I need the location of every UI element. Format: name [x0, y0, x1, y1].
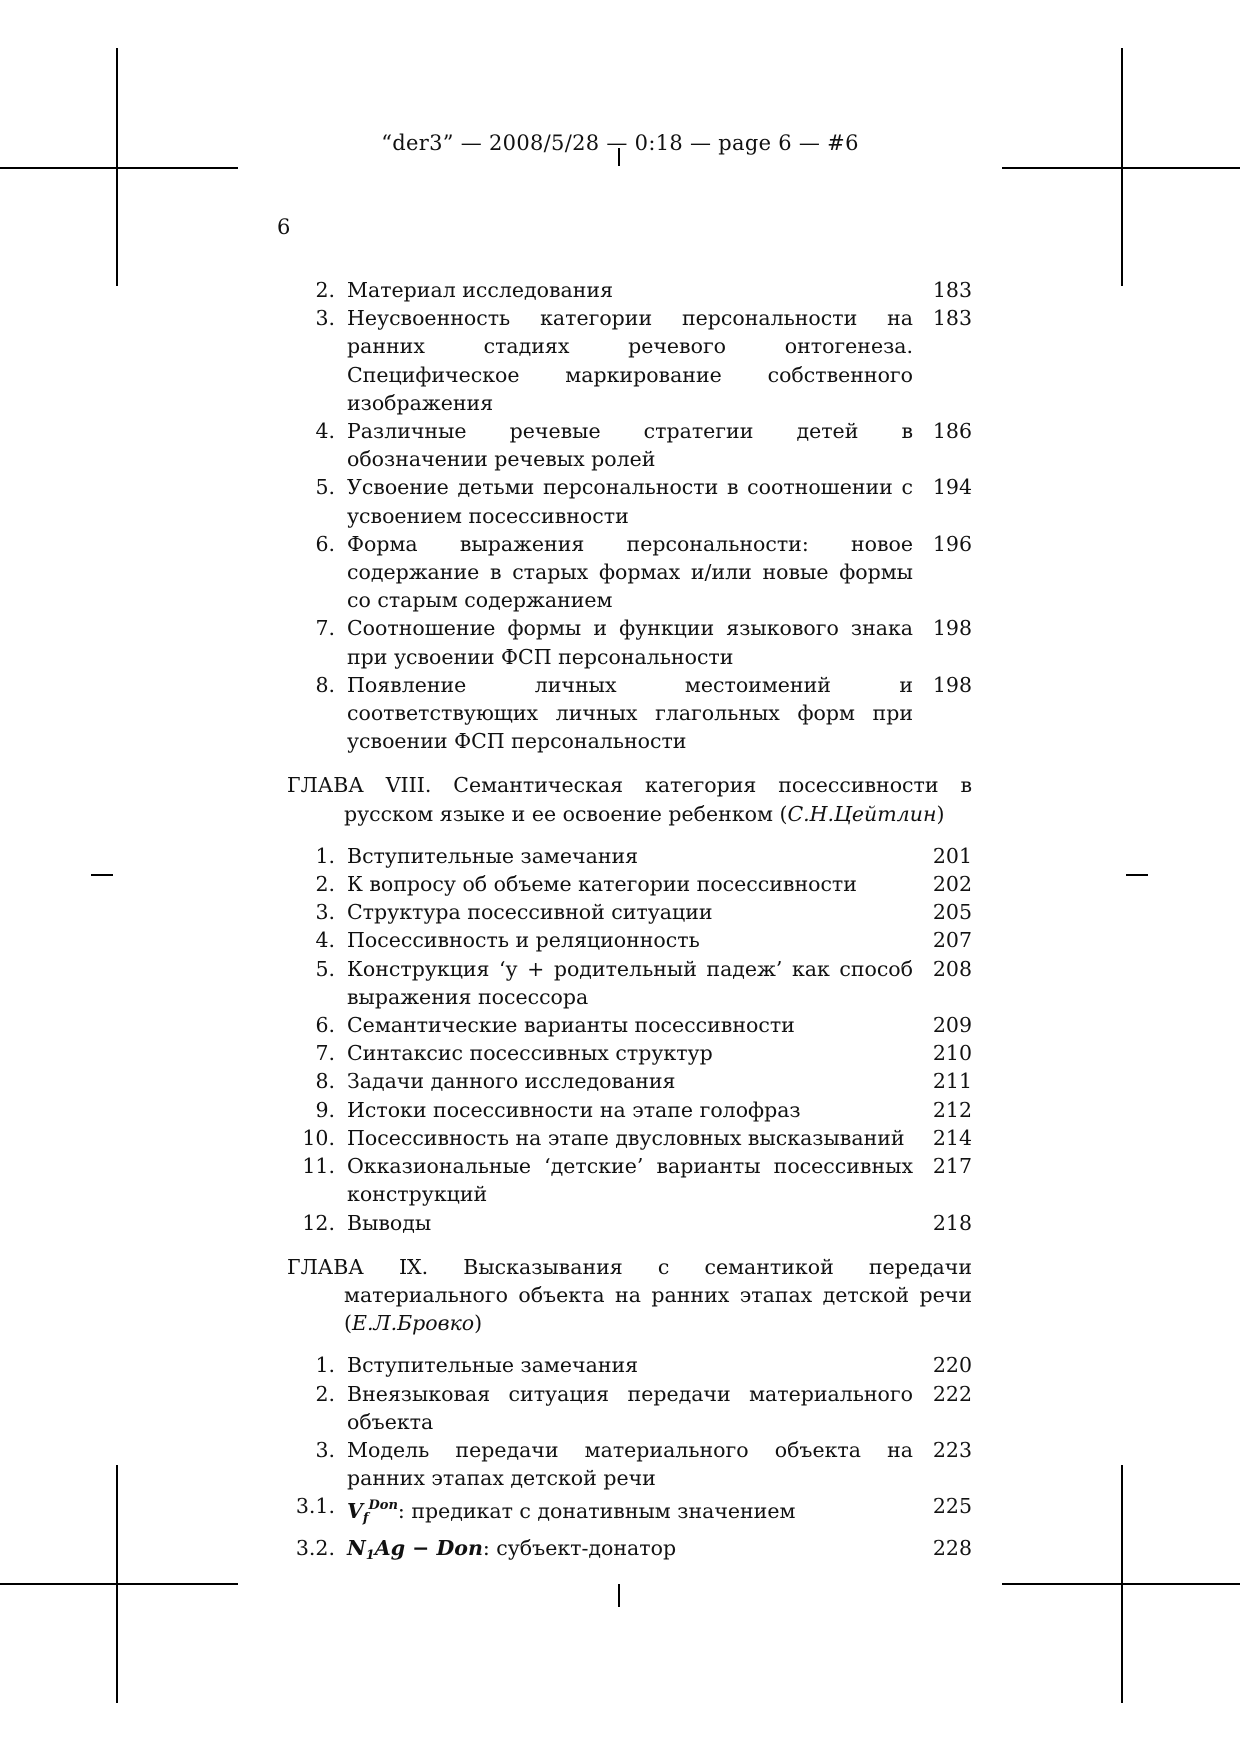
toc-entry	[287, 1534, 972, 1570]
crop-mark	[618, 1584, 620, 1607]
entry-page: 222	[932, 1381, 972, 1406]
running-header: “der3” — 2008/5/28 — 0:18 — page 6 — #6	[381, 131, 859, 155]
entry-title: Семантические варианты посессивности	[347, 1013, 795, 1038]
entry-page: 194	[932, 475, 972, 500]
entry-page: 208	[932, 956, 972, 981]
toc-entry	[287, 1067, 972, 1095]
entry-title: Вступительные замечания	[347, 1353, 639, 1378]
entry-number: 4.	[315, 928, 335, 953]
crop-mark	[91, 874, 113, 876]
entry-number: 3.2.	[295, 1535, 335, 1560]
crop-mark	[0, 1583, 238, 1585]
crop-mark	[1126, 874, 1148, 876]
chapter-author: Е.Л.Бровко	[352, 1311, 475, 1336]
entry-title: Неусвоенность категории персональности на ранних стадиях речевого онтогенеза. Специфическое маркирование собственного изображения	[347, 306, 913, 415]
toc-entry	[287, 614, 972, 670]
page-number: 6	[277, 215, 291, 239]
entry-number: 4.	[315, 419, 335, 444]
entry-page: 220	[932, 1353, 972, 1378]
entry-number: 8.	[315, 672, 335, 697]
entry-page: 212	[932, 1097, 972, 1122]
toc-entry	[287, 898, 972, 926]
chapter-author: С.Н.Цейтлин	[787, 801, 937, 826]
toc-entry	[287, 473, 972, 529]
crop-mark	[0, 167, 238, 169]
toc-entry	[287, 1436, 972, 1492]
chapter-title: ГЛАВА VIII. Семантическая категория посессивности в русском языке и ее освоение ребенком	[287, 773, 972, 826]
toc-entry	[287, 1492, 972, 1533]
entry-number: 11.	[302, 1154, 335, 1179]
toc-entry	[287, 1096, 972, 1124]
math-formula: $N_1Ag$ − Don	[347, 1535, 483, 1563]
crop-mark	[1002, 1583, 1240, 1585]
toc-entry	[287, 671, 972, 756]
entry-page: 217	[932, 1154, 972, 1179]
toc-entry	[287, 1039, 972, 1067]
entry-number: 1.	[315, 843, 335, 868]
entry-title: К вопросу об объеме категории посессивности	[347, 872, 857, 897]
entry-title: $N_1Ag$ − Don: субъект-донатор	[347, 1535, 677, 1563]
entry-page: 210	[932, 1041, 972, 1066]
entry-title: Истоки посессивности на этапе голофраз	[347, 1097, 801, 1122]
entry-title: Соотношение формы и функции языкового знака при усвоении ФСП персональности	[347, 616, 913, 669]
toc-entry	[287, 276, 972, 304]
entry-title: Выводы	[347, 1210, 432, 1235]
entry-title: Структура посессивной ситуации	[347, 900, 713, 925]
entry-number: 6.	[315, 1013, 335, 1038]
toc-entry	[287, 417, 972, 473]
toc-entry	[287, 1380, 972, 1436]
entry-page: 225	[932, 1494, 972, 1519]
entry-number: 10.	[302, 1125, 335, 1150]
crop-mark	[1002, 167, 1240, 169]
entry-page: 211	[932, 1069, 972, 1094]
entry-title: Форма выражения персональности: новое содержание в старых формах и/или новые формы со старым содержанием	[347, 531, 913, 613]
entry-number: 7.	[315, 1041, 335, 1066]
entry-title: $V_f^{Don}$: предикат с донативным значением	[347, 1498, 796, 1527]
chapter-heading: ГЛАВА VIII. Семантическая категория посессивности в русском языке и ее освоение ребенком (С.Н.Цейтлин)	[287, 773, 972, 826]
entry-page: 228	[932, 1535, 972, 1560]
entry-title: Посессивность и реляционность	[347, 928, 700, 953]
chapter-title: ГЛАВА IX. Высказывания с семантикой передачи материального объекта на ранних этапах детской речи	[287, 1254, 972, 1307]
entry-page: 214	[932, 1125, 972, 1150]
entry-page: 207	[932, 928, 972, 953]
entry-number: 2.	[315, 872, 335, 897]
entry-title: Задачи данного исследования	[347, 1069, 676, 1094]
entry-number: 5.	[315, 956, 335, 981]
entry-number: 1.	[315, 1353, 335, 1378]
entry-page: 196	[932, 531, 972, 556]
toc-entry	[287, 1209, 972, 1237]
toc-entry	[287, 955, 972, 1011]
toc-entry	[287, 1011, 972, 1039]
entry-title: Синтаксис посессивных структур	[347, 1041, 713, 1066]
toc-entry	[287, 1152, 972, 1208]
chapter-heading: ГЛАВА IX. Высказывания с семантикой передачи материального объекта на ранних этапах детской речи (Е.Л.Бровко)	[287, 1254, 972, 1336]
entry-number: 12.	[302, 1210, 335, 1235]
entry-title: Внеязыковая ситуация передачи материального объекта	[347, 1381, 913, 1434]
entry-page: 183	[932, 278, 972, 302]
entry-page: 218	[932, 1210, 972, 1235]
entry-number: 6.	[315, 531, 335, 556]
entry-page: 198	[932, 672, 972, 697]
entry-number: 3.	[315, 900, 335, 925]
entry-number: 3.	[315, 1437, 335, 1462]
entry-title: Модель передачи материального объекта на ранних этапах детской речи	[347, 1437, 913, 1491]
entry-number: 3.1.	[295, 1494, 335, 1519]
table-of-contents	[287, 276, 972, 1570]
entry-page: 202	[932, 872, 972, 897]
entry-title: Конструкция ‘у + родительный падеж’ как способ выражения посессора	[347, 956, 913, 1009]
entry-title: Материал исследования	[347, 278, 613, 302]
entry-number: 7.	[315, 616, 335, 641]
entry-page: 186	[932, 419, 972, 444]
entry-number: 5.	[315, 475, 335, 500]
entry-number: 3.	[315, 306, 335, 331]
entry-page: 223	[932, 1437, 972, 1462]
entry-title: Различные речевые стратегии детей в обозначении речевых ролей	[347, 419, 913, 472]
entry-title: Вступительные замечания	[347, 843, 639, 868]
entry-page: 183	[932, 306, 972, 331]
entry-number: 2.	[315, 278, 335, 302]
toc-entry	[287, 304, 972, 417]
entry-title: Появление личных местоимений и соответствующих личных глагольных форм при усвоении ФСП персональности	[347, 672, 913, 754]
entry-number: 2.	[315, 1381, 335, 1406]
toc-entry	[287, 842, 972, 870]
toc-entry	[287, 926, 972, 954]
entry-title: Окказиональные ‘детские’ варианты посессивных конструкций	[347, 1154, 913, 1207]
entry-number: 8.	[315, 1069, 335, 1094]
toc-entry	[287, 530, 972, 615]
entry-number: 9.	[315, 1097, 335, 1122]
entry-page: 209	[932, 1013, 972, 1038]
entry-page: 205	[932, 900, 972, 925]
entry-title: Посессивность на этапе двусловных высказываний	[347, 1125, 905, 1150]
entry-page: 198	[932, 616, 972, 641]
entry-page: 201	[932, 843, 972, 868]
math-formula: $V_f^{Don}$	[347, 1498, 398, 1527]
toc-entry	[287, 1124, 972, 1152]
entry-title: Усвоение детьми персональности в соотношении с усвоением посессивности	[347, 475, 913, 528]
toc-entry	[287, 870, 972, 898]
toc-entry	[287, 1351, 972, 1379]
